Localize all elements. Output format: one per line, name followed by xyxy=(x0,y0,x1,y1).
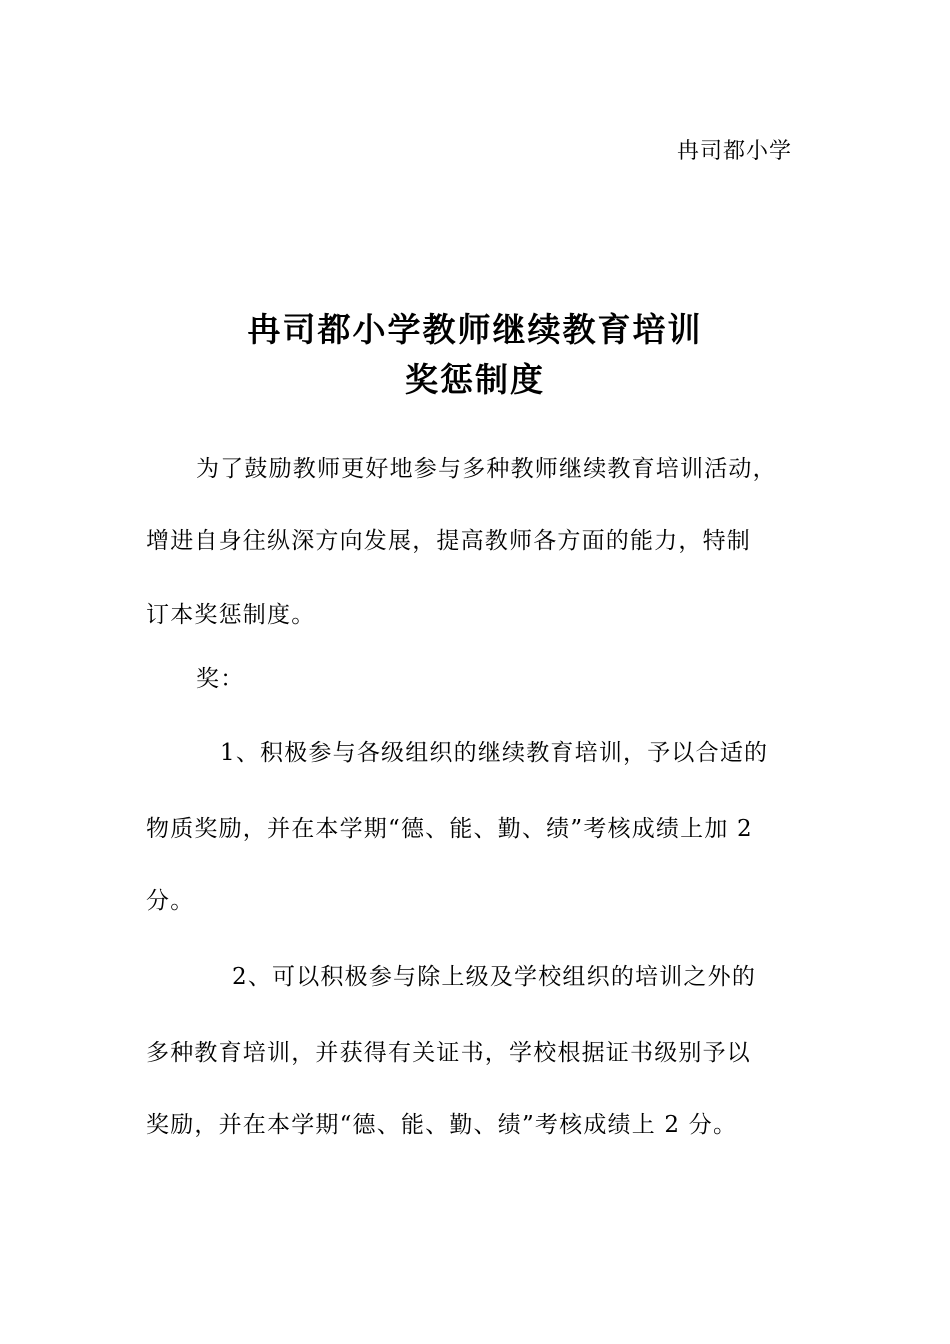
reward-item-2-line: 奖励，并在本学期“德、能、勤、绩”考核成绩上 2 分。 xyxy=(146,1112,738,1138)
document-title: 冉司都小学教师继续教育培训 xyxy=(247,310,703,349)
reward-item-1-line: 物质奖励，并在本学期“德、能、勤、绩”考核成绩上加 2 xyxy=(146,816,753,842)
document-subtitle: 奖惩制度 xyxy=(405,360,545,399)
intro-line: 为了鼓励教师更好地参与多种教师继续教育培训活动， xyxy=(196,456,777,482)
reward-item-1-line: 分。 xyxy=(146,888,195,914)
header-school-name: 冉司都小学 xyxy=(676,139,792,164)
intro-line: 增进自身往纵深方向发展，提高教师各方面的能力，特制 xyxy=(146,528,751,554)
reward-item-2-line: 2、可以积极参与除上级及学校组织的培训之外的 xyxy=(232,964,757,990)
reward-heading: 奖： xyxy=(196,666,245,692)
reward-item-1-line: 1、积极参与各级组织的继续教育培训，予以合适的 xyxy=(220,740,769,766)
reward-item-2-line: 多种教育培训，并获得有关证书，学校根据证书级别予以 xyxy=(146,1040,751,1066)
intro-line: 订本奖惩制度。 xyxy=(146,602,316,628)
